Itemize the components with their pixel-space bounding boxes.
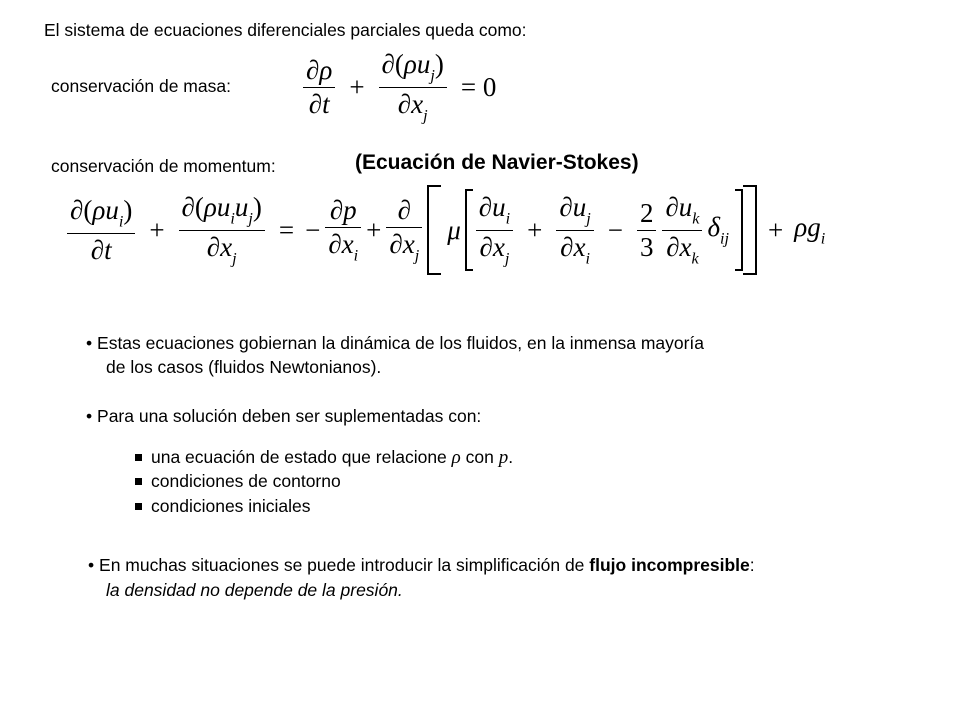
sub-bullet-boundary-conditions: condiciones de contorno	[135, 471, 341, 492]
momentum-label: conservación de momentum:	[51, 156, 276, 176]
navier-stokes-title: (Ecuación de Navier-Stokes)	[355, 151, 639, 174]
ns-term-pressure: $\frac{\partial p}{\partial x_i}$	[325, 196, 361, 265]
bullet-3: • En muchas situaciones se puede introducir la simplificación de flujo incompresible:	[88, 555, 755, 575]
bullet-1: • Estas ecuaciones gobiernan la dinámica de los fluidos, en la inmensa mayoría	[86, 333, 705, 353]
left-paren	[465, 189, 473, 271]
sub-bullet-equation-of-state: una ecuación de estado que relacione ρ con p.	[135, 447, 513, 469]
kronecker-delta: $\delta_{ij}$	[707, 211, 730, 248]
ns-term-duk-dxk: $\frac{\partial u_k}{\partial x_k}$	[662, 193, 702, 268]
bullet-1-continued: de los casos (fluidos Newtonianos).	[106, 357, 382, 377]
ns-term-duj-dxi: $\frac{\partial u_j}{\partial x_i}$	[556, 193, 593, 268]
square-bullet-icon	[135, 478, 142, 485]
sub-bullet-initial-conditions: condiciones iniciales	[135, 496, 311, 517]
intro-text: El sistema de ecuaciones diferenciales parciales queda como:	[44, 20, 527, 40]
mass-term-2: $\frac{\partial(\rho u_j)}{\partial x_j}$	[379, 50, 447, 125]
incompressible-flow-term: flujo incompresible	[589, 555, 750, 575]
mass-label: conservación de masa:	[51, 76, 231, 96]
square-bullet-icon	[135, 454, 142, 461]
right-square-bracket	[743, 185, 757, 275]
ns-term-two-thirds: $\frac{2}{3}$	[637, 199, 657, 262]
momentum-equation: $\frac{\partial(\rho u_i)}{\partial t}$ + $\frac{\partial(\rho u_iu_j)}{\partial x_j}$ = − $\frac{\partial p}{\partial x_i}$ + $\frac{\partial}{\partial x_j}$ μ $\frac{\partial u_i}{\partial x_j}$ + $\frac{\partial u_j}{\partial x_i}$ − $\frac{2}{3}$ $\frac{\partial u_k}{\partial x_k}$ $\delta_{ij}$ + $\rho g_i$	[64, 185, 825, 275]
ns-term-convective: $\frac{\partial(\rho u_iu_j)}{\partial x_j}$	[179, 193, 265, 268]
square-bullet-icon	[135, 503, 142, 510]
ns-term-dui-dxj: $\frac{\partial u_i}{\partial x_j}$	[476, 193, 513, 268]
mass-term-1: $\frac{\partial\rho}{\partial t}$	[303, 56, 335, 119]
left-square-bracket	[427, 185, 441, 275]
ns-term-divergence: $\frac{\partial}{\partial x_j}$	[386, 196, 422, 265]
mass-equation: $\frac{\partial\rho}{\partial t}$ + $\frac{\partial(\rho u_j)}{\partial x_j}$ = 0	[300, 50, 507, 125]
bullet-2: • Para una solución deben ser suplementadas con:	[86, 406, 482, 426]
ns-term-time: $\frac{\partial(\rho u_i)}{\partial t}$	[67, 196, 135, 265]
bullet-3-continued: la densidad no depende de la presión.	[106, 580, 403, 600]
right-paren	[735, 189, 743, 271]
body-force: $\rho g_i$	[794, 211, 826, 248]
